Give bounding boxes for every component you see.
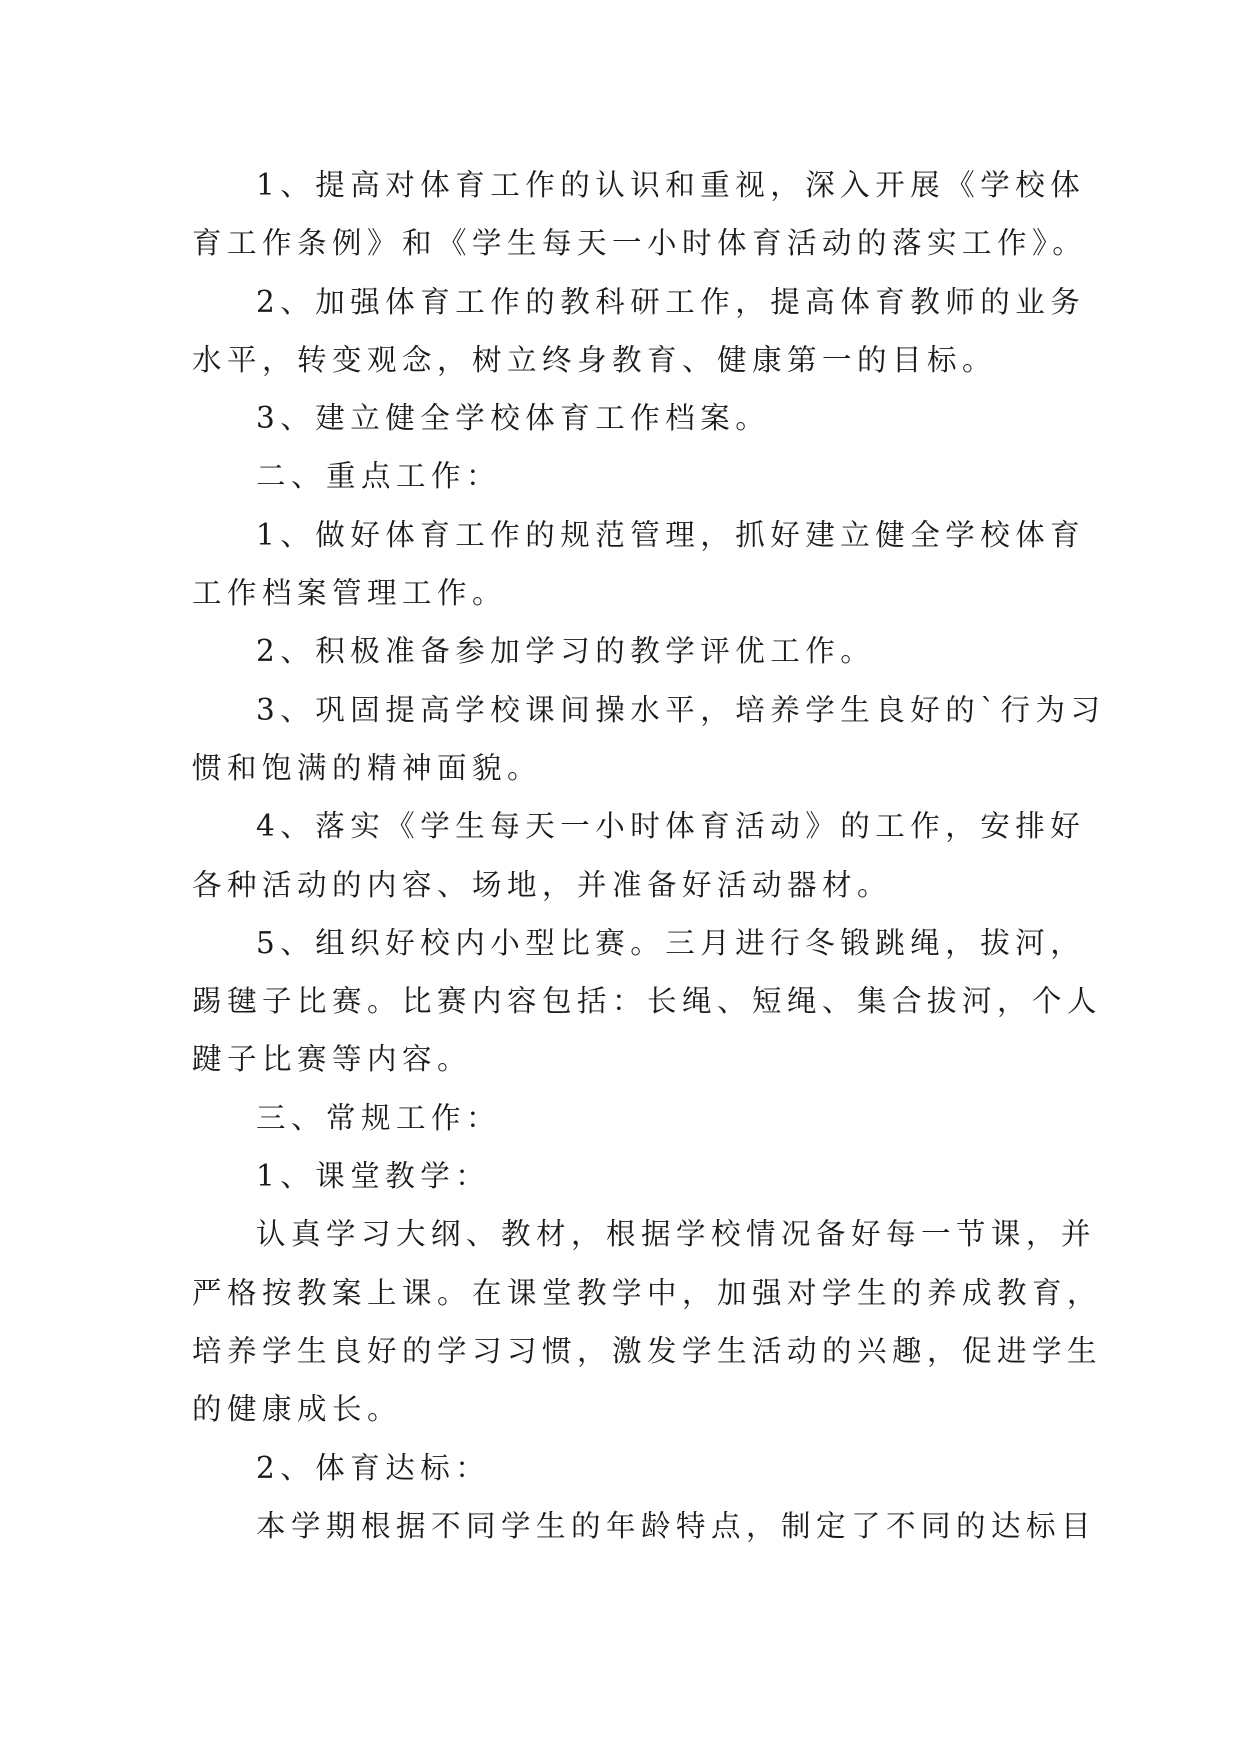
text-line: 水平，转变观念，树立终身教育、健康第一的目标。 — [192, 342, 998, 377]
text-line: 本学期根据不同学生的年龄特点，制定了不同的达标目 — [256, 1508, 1097, 1543]
text-line: 1、做好体育工作的规范管理，抓好建立健全学校体育 — [256, 517, 1086, 552]
text-line: 3、建立健全学校体育工作档案。 — [256, 401, 771, 436]
text-line: 各种活动的内容、场地，并准备好活动器材。 — [192, 867, 893, 902]
text-line: 认真学习大纲、教材，根据学校情况备好每一节课，并 — [256, 1217, 1097, 1252]
section-heading: 三、常规工作： — [256, 1100, 502, 1135]
text-line: 培养学生良好的学习习惯，激发学生活动的兴趣，促进学生 — [192, 1333, 1103, 1368]
subsection-heading: 2、体育达标： — [256, 1450, 491, 1485]
text-line: 5、组织好校内小型比赛。三月进行冬锻跳绳，拔河， — [256, 925, 1086, 960]
section-heading: 二、重点工作： — [256, 459, 502, 494]
text-line: 踢毽子比赛。比赛内容包括：长绳、短绳、集合拔河，个人 — [192, 984, 1103, 1019]
text-line: 工作档案管理工作。 — [192, 576, 508, 611]
subsection-heading: 1、课堂教学： — [256, 1159, 491, 1194]
text-line: 严格按教案上课。在课堂教学中，加强对学生的养成教育， — [192, 1275, 1103, 1310]
text-line: 3、巩固提高学校课间操水平，培养学生良好的`行为习 — [256, 692, 1106, 727]
text-line: 2、积极准备参加学习的教学评优工作。 — [256, 634, 876, 669]
text-line: 4、落实《学生每天一小时体育活动》的工作，安排好 — [256, 809, 1086, 844]
text-line: 的健康成长。 — [192, 1392, 403, 1427]
text-line: 2、加强体育工作的教科研工作，提高体育教师的业务 — [256, 284, 1086, 319]
text-line: 踺子比赛等内容。 — [192, 1042, 473, 1077]
text-line: 惯和饱满的精神面貌。 — [192, 750, 543, 785]
text-line: 育工作条例》和《学生每天一小时体育活动的落实工作》。 — [192, 226, 1088, 261]
document-body — [192, 156, 1106, 1555]
text-line: 1、提高对体育工作的认识和重视，深入开展《学校体 — [256, 168, 1086, 202]
